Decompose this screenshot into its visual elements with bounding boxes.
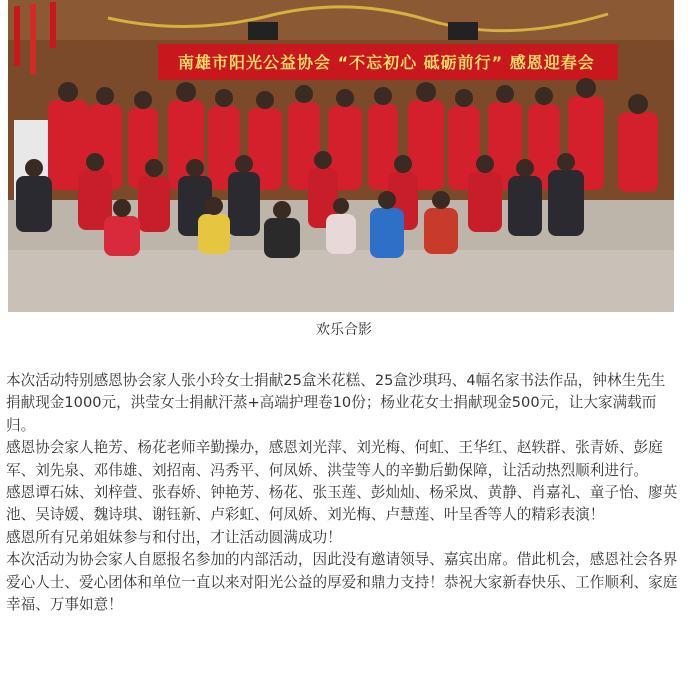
group-photo-illustration: [8, 0, 674, 312]
paragraph-thanks: 感恩所有兄弟姐妹参与和付出，才让活动圆满成功！: [6, 528, 342, 546]
paragraph-performers: 感恩谭石妹、刘梓萱、张春娇、钟艳芳、杨花、张玉莲、彭灿灿、杨采岚、黄静、肖嘉礼、童子怡、廖英池、吴诗媛、魏诗琪、谢钰新、卢彩虹、何凤娇、刘光梅、卢慧莲、叶呈香等人的精彩表演！: [6, 484, 678, 524]
paragraph-closing: 本次活动为协会家人自愿报名参加的内部活动，因此没有邀请领导、嘉宾出席。借此机会，感恩社会各界爱心人士、爱心团体和单位一直以来对阳光公益的厚爱和鼎力支持！恭祝大家新春快乐、工作顺利、家庭幸福、万事如意！: [6, 551, 678, 614]
group-photo: [8, 0, 674, 312]
banner-text: 南雄市阳光公益协会 “不忘初心 砥砺前行” 感恩迎春会: [178, 53, 595, 72]
photo-caption: 欢乐合影: [316, 322, 372, 338]
paragraph-organizers: 感恩协会家人艳芳、杨花老师辛勤操办，感恩刘光萍、刘光梅、何虹、王华红、赵轶群、张青娇、彭庭军、刘先泉、邓伟雄、刘招南、冯秀平、何凤娇、洪莹等人的辛勤后勤保障，让活动热烈顺利进行。: [6, 439, 663, 479]
paragraph-donations: 本次活动特别感恩协会家人张小玲女士捐献25盒米花糕、25盒沙琪玛、4幅名家书法作品，钟林生先生捐献现金1000元，洪莹女士捐献汗蒸+高端护理卷10份；杨业花女士捐献现金500元，让大家满载而归。: [6, 372, 666, 434]
article-body: [6, 370, 678, 616]
